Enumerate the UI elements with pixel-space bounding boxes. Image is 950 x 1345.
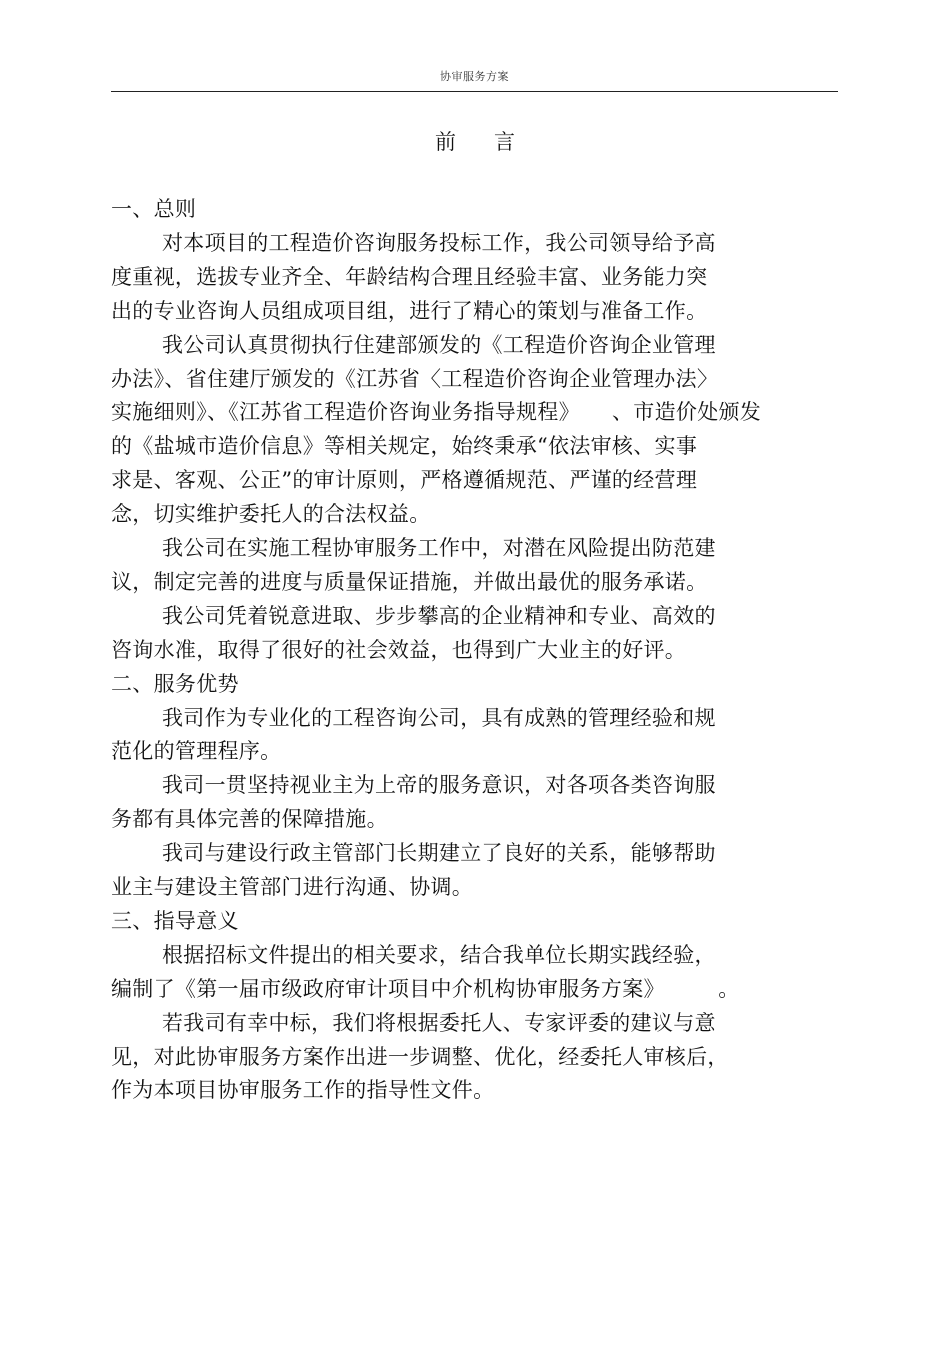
paragraph-line: 实施细则》、《江苏省工程造价咨询业务指导规程》 、市造价处颁发: [111, 400, 762, 425]
paragraph-line: 作为本项目协审服务工作的指导性文件。: [111, 1078, 495, 1103]
paragraph-line: 咨询水准，取得了很好的社会效益，也得到广大业主的好评。: [111, 637, 687, 662]
paragraph-line: 的《盐城市造价信息》等相关规定，始终秉承“依法审核、实事: [111, 434, 698, 459]
paragraph-line: 若我司有幸中标，我们将根据委托人、专家评委的建议与意: [162, 1010, 716, 1035]
paragraph-line: 根据招标文件提出的相关要求，结合我单位长期实践经验，: [162, 942, 716, 967]
paragraph-line: 我公司凭着锐意进取、步步攀高的企业精神和专业、高效的: [162, 603, 716, 628]
paragraph-line: 编制了《第一届市级政府审计项目中介机构协审服务方案》 。: [111, 976, 740, 1001]
paragraph-line: 见，对此协审服务方案作出进一步调整、优化，经委托人审核后，: [111, 1044, 729, 1069]
section-heading: 一、总则: [111, 197, 197, 221]
paragraph-line: 务都有具体完善的保障措施。: [111, 807, 388, 832]
paragraph-line: 度重视，选拔专业齐全、年龄结构合理且经验丰富、业务能力突: [111, 264, 708, 289]
paragraph-line: 业主与建设主管部门进行沟通、协调。: [111, 875, 474, 899]
page-header-text: 协审服务方案: [440, 70, 509, 83]
paragraph-line: 我公司认真贯彻执行住建部颁发的《工程造价咨询企业管理: [162, 332, 716, 357]
paragraph-line: 对本项目的工程造价咨询服务投标工作，我公司领导给予高: [162, 230, 716, 255]
paragraph-line: 范化的管理程序。: [111, 739, 282, 764]
paragraph-line: 办法》、省住建厅颁发的《江苏省〈工程造价咨询企业管理办法〉: [111, 366, 719, 391]
paragraph-line: 我公司在实施工程协审服务工作中，对潜在风险提出防范建: [162, 536, 716, 560]
paragraph-line: 念，切实维护委托人的合法权益。: [111, 502, 431, 527]
document-title: 前言: [435, 130, 553, 154]
section-heading: 三、指导意义: [111, 908, 239, 933]
paragraph-line: 我司作为专业化的工程咨询公司，具有成熟的管理经验和规: [162, 705, 716, 730]
page-header: [111, 60, 838, 92]
paragraph-line: 我司一贯坚持视业主为上帝的服务意识，对各项各类咨询服: [162, 773, 716, 798]
paragraph-line: 出的专业咨询人员组成项目组，进行了精心的策划与准备工作。: [111, 298, 708, 323]
paragraph-line: 我司与建设行政主管部门长期建立了良好的关系，能够帮助: [162, 841, 716, 866]
paragraph-line: 议，制定完善的进度与质量保证措施，并做出最优的服务承诺。: [111, 569, 708, 594]
paragraph-line: 求是、客观、公正”的审计原则，严格遵循规范、严谨的经营理: [111, 468, 698, 493]
section-heading: 二、服务优势: [111, 671, 239, 696]
